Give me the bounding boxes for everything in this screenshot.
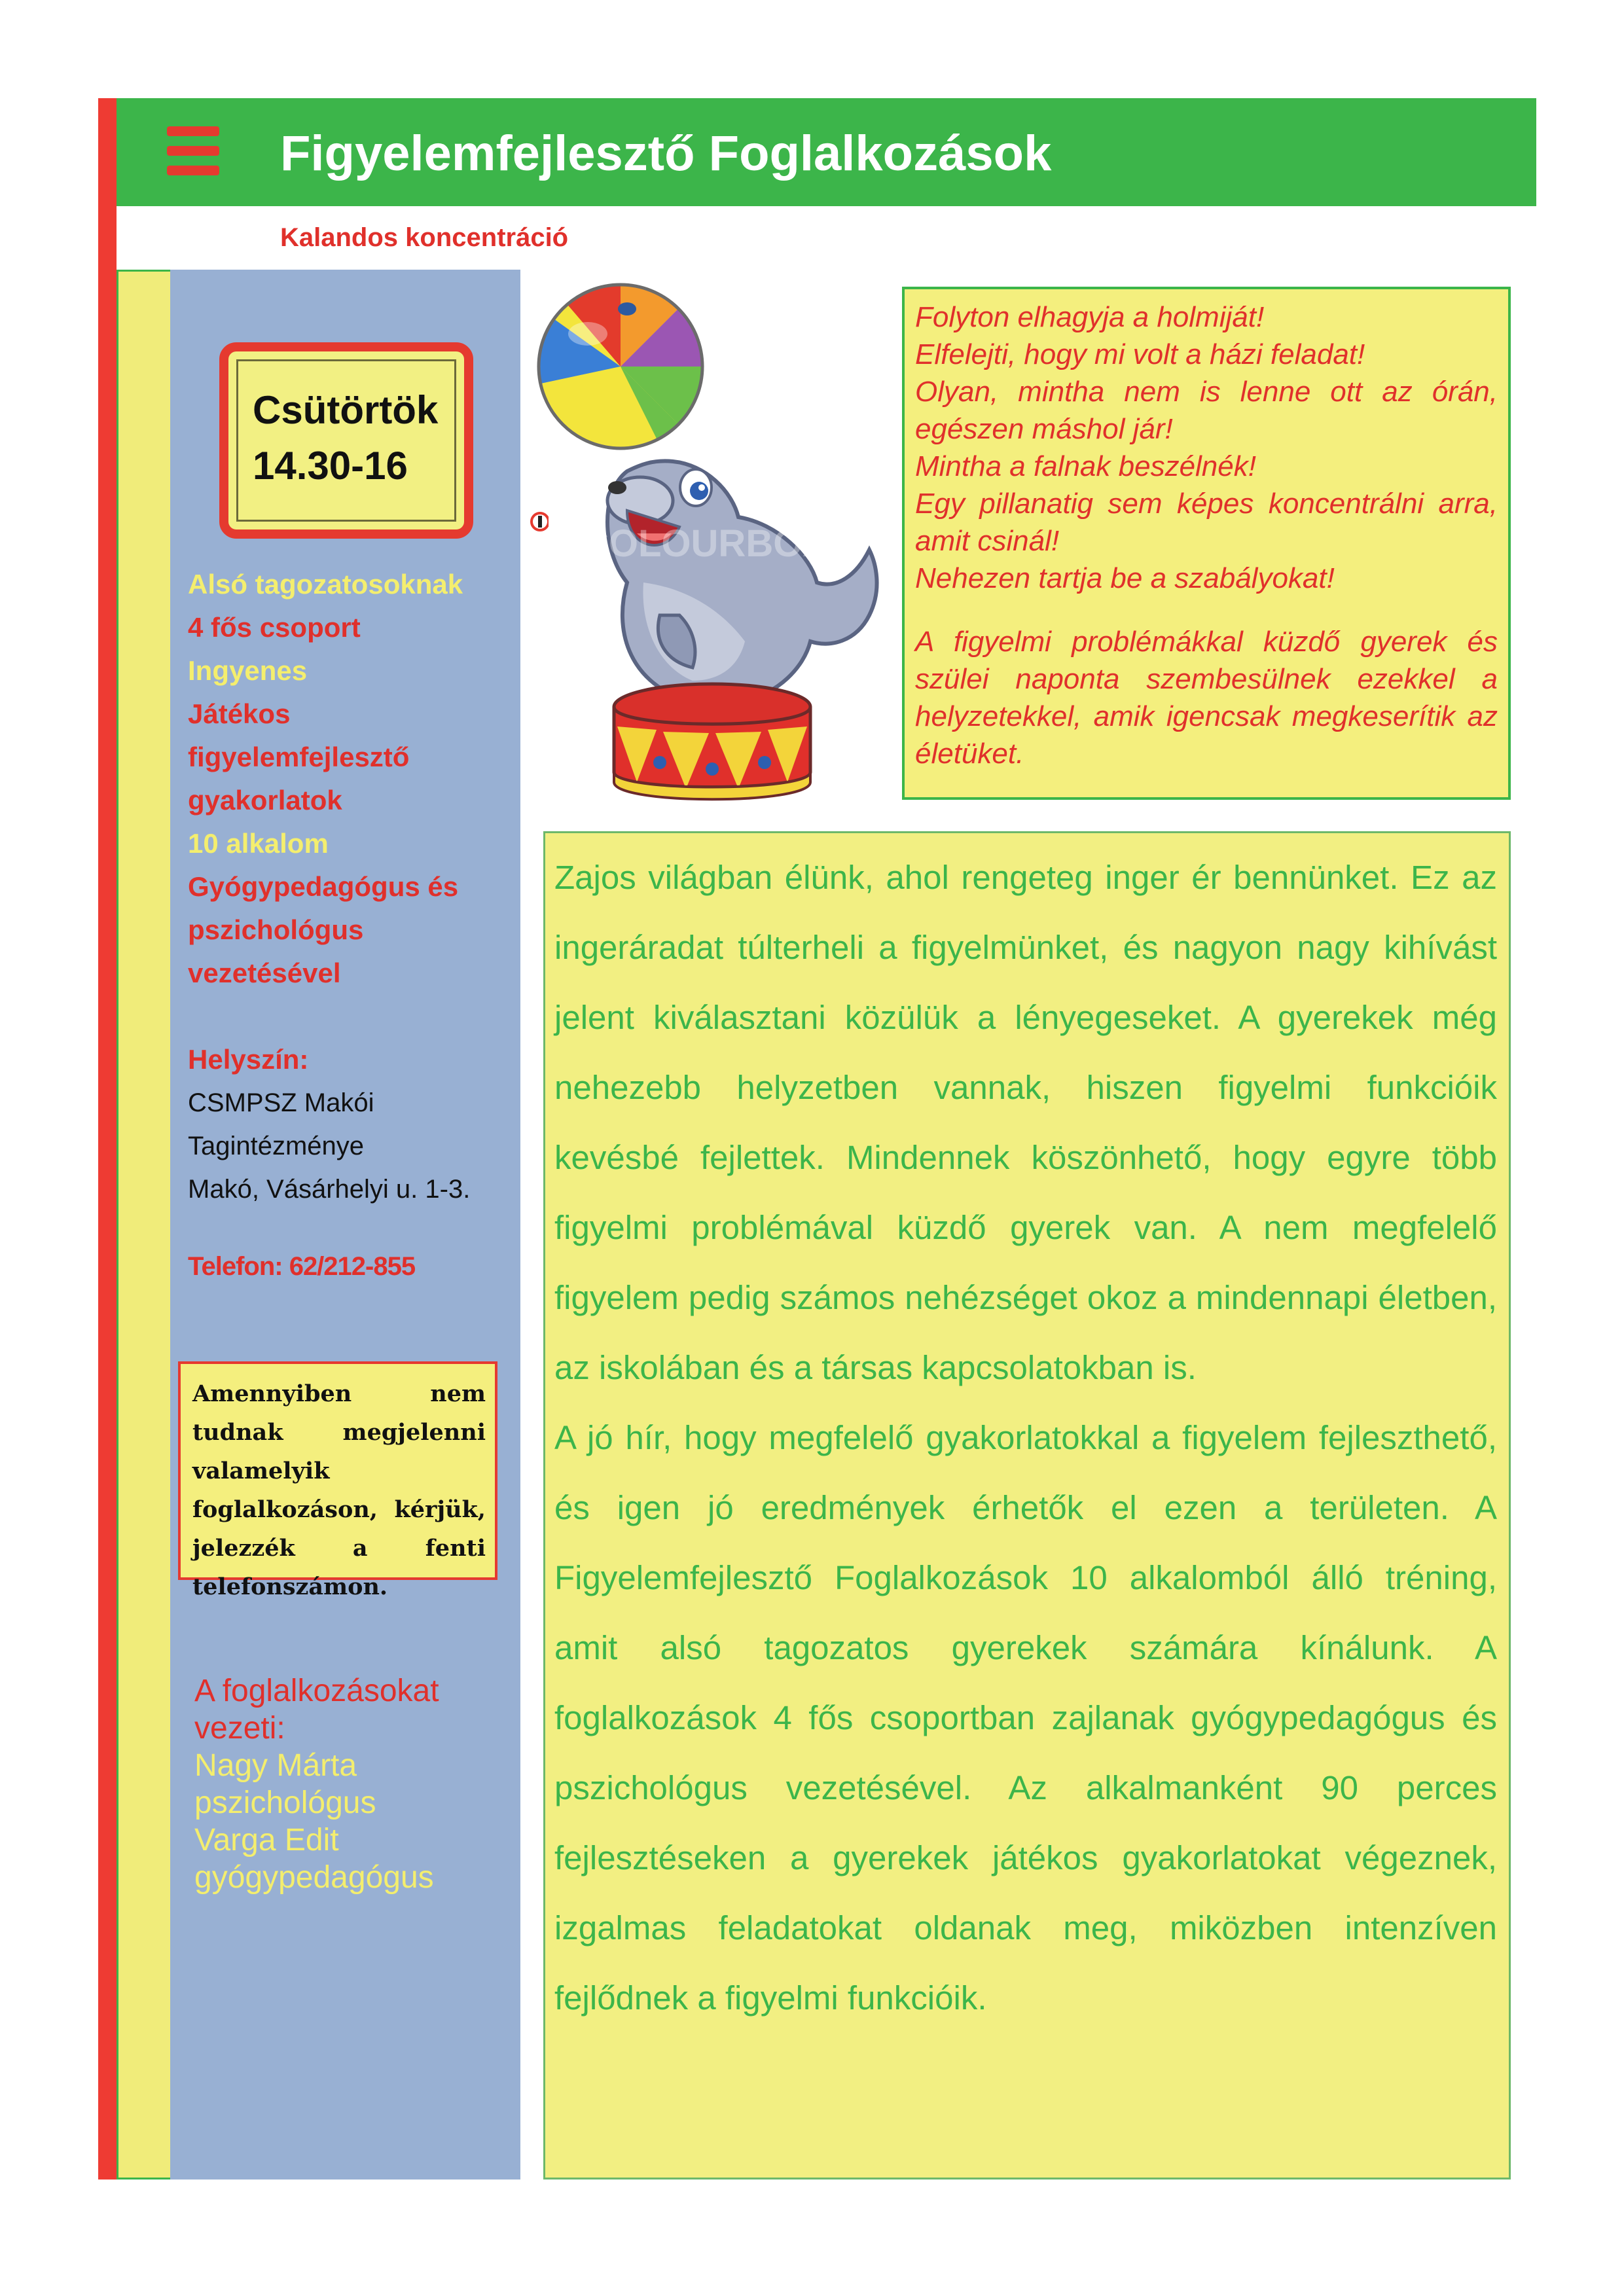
address-line: CSMPSZ Makói	[188, 1088, 374, 1117]
watermark-text: COLOURBOX	[581, 522, 828, 565]
intro-line: Olyan, mintha nem is lenne ott az órán, egészen máshol jár!	[915, 376, 1498, 445]
feature-item: Játékos	[188, 698, 291, 729]
schedule-day: Csütörtök	[253, 388, 439, 432]
intro-box	[902, 287, 1511, 800]
leader-name: Varga Edit	[194, 1823, 339, 1857]
seal-with-ball-icon	[529, 275, 895, 812]
phone-number: Telefon: 62/212-855	[188, 1252, 416, 1281]
main-paragraph: Zajos világban élünk, ahol rengeteg inger ér bennünket. Ez az ingeráradat túlterheli a figyelmünket, és nagyon nagy kihívást jelent kiválasztani közülük a lényegeseket. A gyerekek még nehezebb helyzetben vannak, hiszen figyelmi funkcióik kevésbé fejlettek. Mindennek köszönhető, hogy egyre több figyelmi problémával küzdő gyerek van. A nem megfelelő figyelem pedig számos nehézséget okoz a mindennapi életben, az iskolában és a társas kapcsolatokban is.	[554, 859, 1497, 1386]
leaders-label: vezeti:	[194, 1711, 285, 1746]
feature-item: figyelemfejlesztő	[188, 742, 410, 772]
feature-item: 10 alkalom	[188, 828, 329, 859]
address-line: Makó, Vásárhelyi u. 1-3.	[188, 1175, 471, 1204]
left-red-stripe	[98, 98, 117, 2179]
intro-line: Folyton elhagyja a holmiját!	[915, 301, 1265, 333]
schedule-time: 14.30-16	[253, 444, 408, 488]
address-line: Tagintézménye	[188, 1132, 365, 1160]
menu-icon[interactable]	[167, 126, 219, 176]
intro-closing: A figyelmi problémákkal küzdő gyerek és szülei naponta szembesülnek ezekkel a helyzetekkel, amik igencsak megkeserítik az életüket.	[915, 626, 1498, 770]
page-subtitle: Kalandos koncentráció	[280, 223, 569, 252]
feature-item: 4 fős csoport	[188, 612, 361, 643]
intro-line: Elfelejti, hogy mi volt a házi feladat!	[915, 338, 1365, 370]
intro-line: Egy pillanatig sem képes koncentrálni arra, amit csinál!	[915, 488, 1498, 557]
feature-item: Alsó tagozatosoknak	[188, 569, 463, 600]
leaders-label: A foglalkozásokat	[194, 1674, 439, 1708]
main-paragraph: A jó hír, hogy megfelelő gyakorlatokkal a figyelem fejleszthető, és igen jó eredmények érhetők el ezen a területen. A Figyelemfejlesztő Foglalkozások 10 alkalomból álló tréning, amit alsó tagozatos gyerekek számára kínálunk. A foglalkozások 4 fős csoportban zajlanak gyógypedagógus és pszichológus vezetésével. Az alkalmanként 90 perces fejlesztéseken a gyerekek játékos gyakorlatokat végeznek, izgalmas feladatokat oldanak meg, miközben intenzíven fejlődnek a figyelmi funkcióik.	[554, 1419, 1497, 2017]
feature-item: Gyógypedagógus és	[188, 871, 459, 902]
feature-item: pszichológus	[188, 914, 364, 945]
intro-line: Nehezen tartja be a szabályokat!	[915, 562, 1335, 594]
page-title: Figyelemfejlesztő Foglalkozások	[280, 126, 1052, 181]
feature-item: gyakorlatok	[188, 785, 342, 816]
leader-name: Nagy Márta	[194, 1748, 357, 1783]
leader-role: pszichológus	[194, 1785, 376, 1820]
intro-line: Mintha a falnak beszélnék!	[915, 450, 1256, 482]
feature-item: Ingyenes	[188, 655, 308, 686]
feature-item: vezetésével	[188, 958, 341, 988]
left-yellow-column	[117, 270, 170, 2179]
main-text-box	[543, 831, 1511, 2179]
location-label: Helyszín:	[188, 1044, 309, 1075]
notice-box: Amennyiben nem tudnak megjelenni valamelyik foglalkozáson, kérjük, jelezzék a fenti telefonszámon.	[178, 1361, 497, 1580]
leader-role: gyógypedagógus	[194, 1860, 434, 1895]
schedule-box	[219, 342, 473, 539]
